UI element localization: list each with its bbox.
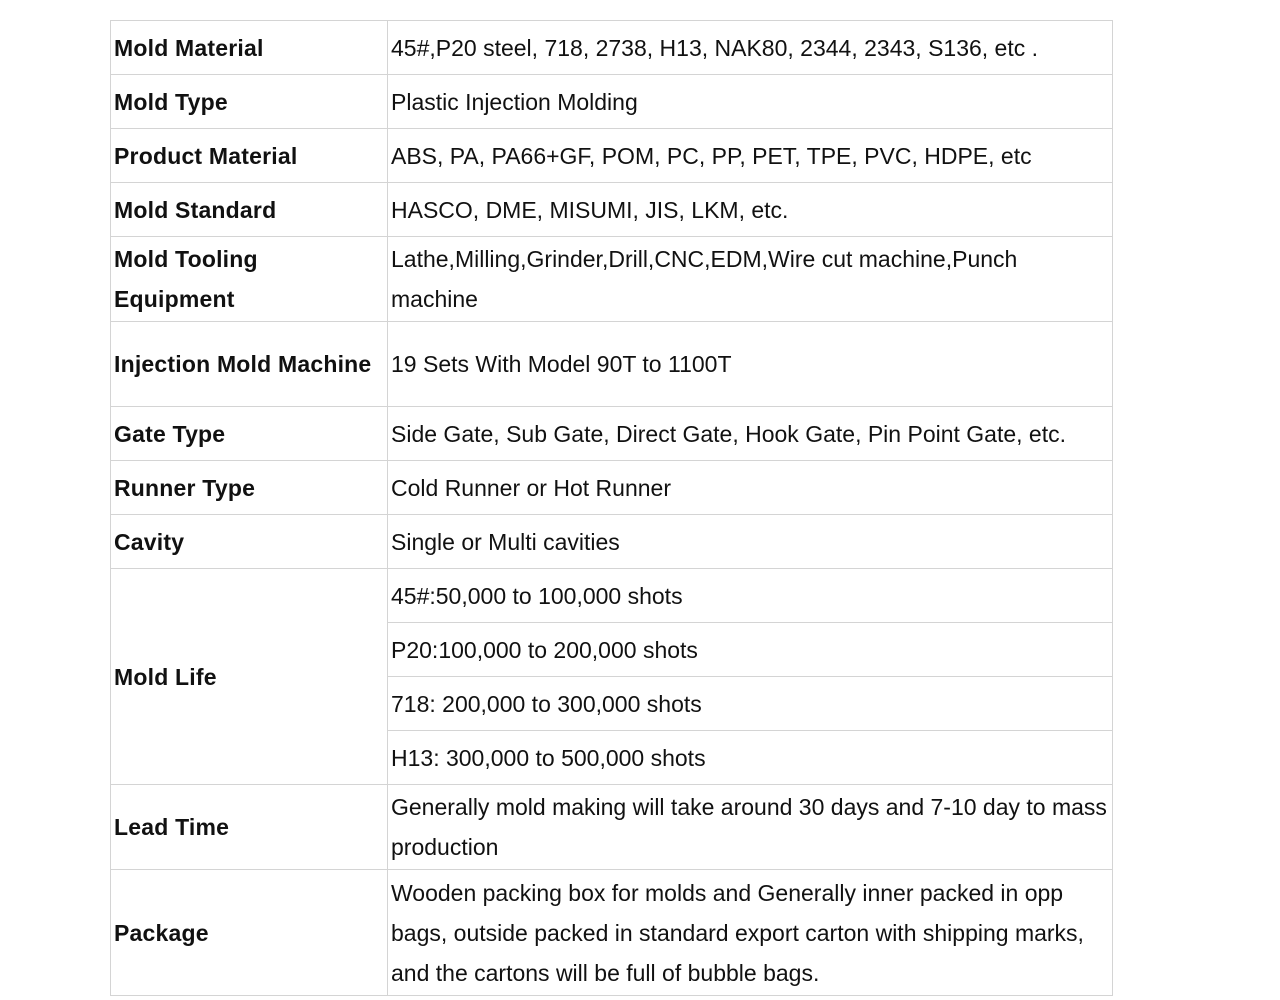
row-value: Wooden packing box for molds and Generally inner packed in opp bags, outside packed in standard export carton with shipping marks, and the cartons will be full of bubble bags.	[388, 870, 1113, 996]
row-value: 45#,P20 steel, 718, 2738, H13, NAK80, 2344, 2343, S136, etc .	[388, 21, 1113, 75]
table-row-gate-type	[111, 407, 1113, 461]
row-label: Lead Time	[111, 785, 388, 870]
table-row-cavity	[111, 515, 1113, 569]
row-value: HASCO, DME, MISUMI, JIS, LKM, etc.	[388, 183, 1113, 237]
row-value: Plastic Injection Molding	[388, 75, 1113, 129]
table-row-mold-life	[111, 569, 1113, 623]
row-value: ABS, PA, PA66+GF, POM, PC, PP, PET, TPE, PVC, HDPE, etc	[388, 129, 1113, 183]
row-value: Lathe,Milling,Grinder,Drill,CNC,EDM,Wire cut machine,Punch machine	[388, 237, 1113, 322]
row-value-mold-life-h13: H13: 300,000 to 500,000 shots	[388, 731, 1113, 785]
row-label: Gate Type	[111, 407, 388, 461]
row-value-mold-life-45: 45#:50,000 to 100,000 shots	[388, 569, 1113, 623]
table-row-lead-time	[111, 785, 1113, 870]
row-label: Package	[111, 870, 388, 996]
row-value: Side Gate, Sub Gate, Direct Gate, Hook Gate, Pin Point Gate, etc.	[388, 407, 1113, 461]
row-label: Mold Tooling Equipment	[111, 237, 388, 322]
table-row-mold-material	[111, 21, 1113, 75]
row-label: Product Material	[111, 129, 388, 183]
specification-table	[110, 20, 1113, 996]
row-label: Mold Type	[111, 75, 388, 129]
row-value: 19 Sets With Model 90T to 1100T	[388, 322, 1113, 407]
table-row-runner-type	[111, 461, 1113, 515]
table-row-mold-tooling-equipment	[111, 237, 1113, 322]
row-value: Generally mold making will take around 30 days and 7-10 day to mass production	[388, 785, 1113, 870]
row-value: Cold Runner or Hot Runner	[388, 461, 1113, 515]
row-label: Mold Material	[111, 21, 388, 75]
row-label: Mold Life	[111, 569, 388, 785]
table-row-package	[111, 870, 1113, 996]
row-label: Mold Standard	[111, 183, 388, 237]
row-value: Single or Multi cavities	[388, 515, 1113, 569]
row-label: Cavity	[111, 515, 388, 569]
table-row-product-material	[111, 129, 1113, 183]
table-row-mold-type	[111, 75, 1113, 129]
row-value-mold-life-718: 718: 200,000 to 300,000 shots	[388, 677, 1113, 731]
row-label: Injection Mold Machine	[111, 322, 388, 407]
row-label: Runner Type	[111, 461, 388, 515]
row-value-mold-life-p20: P20:100,000 to 200,000 shots	[388, 623, 1113, 677]
table-row-injection-mold-machine	[111, 322, 1113, 407]
table-row-mold-standard	[111, 183, 1113, 237]
